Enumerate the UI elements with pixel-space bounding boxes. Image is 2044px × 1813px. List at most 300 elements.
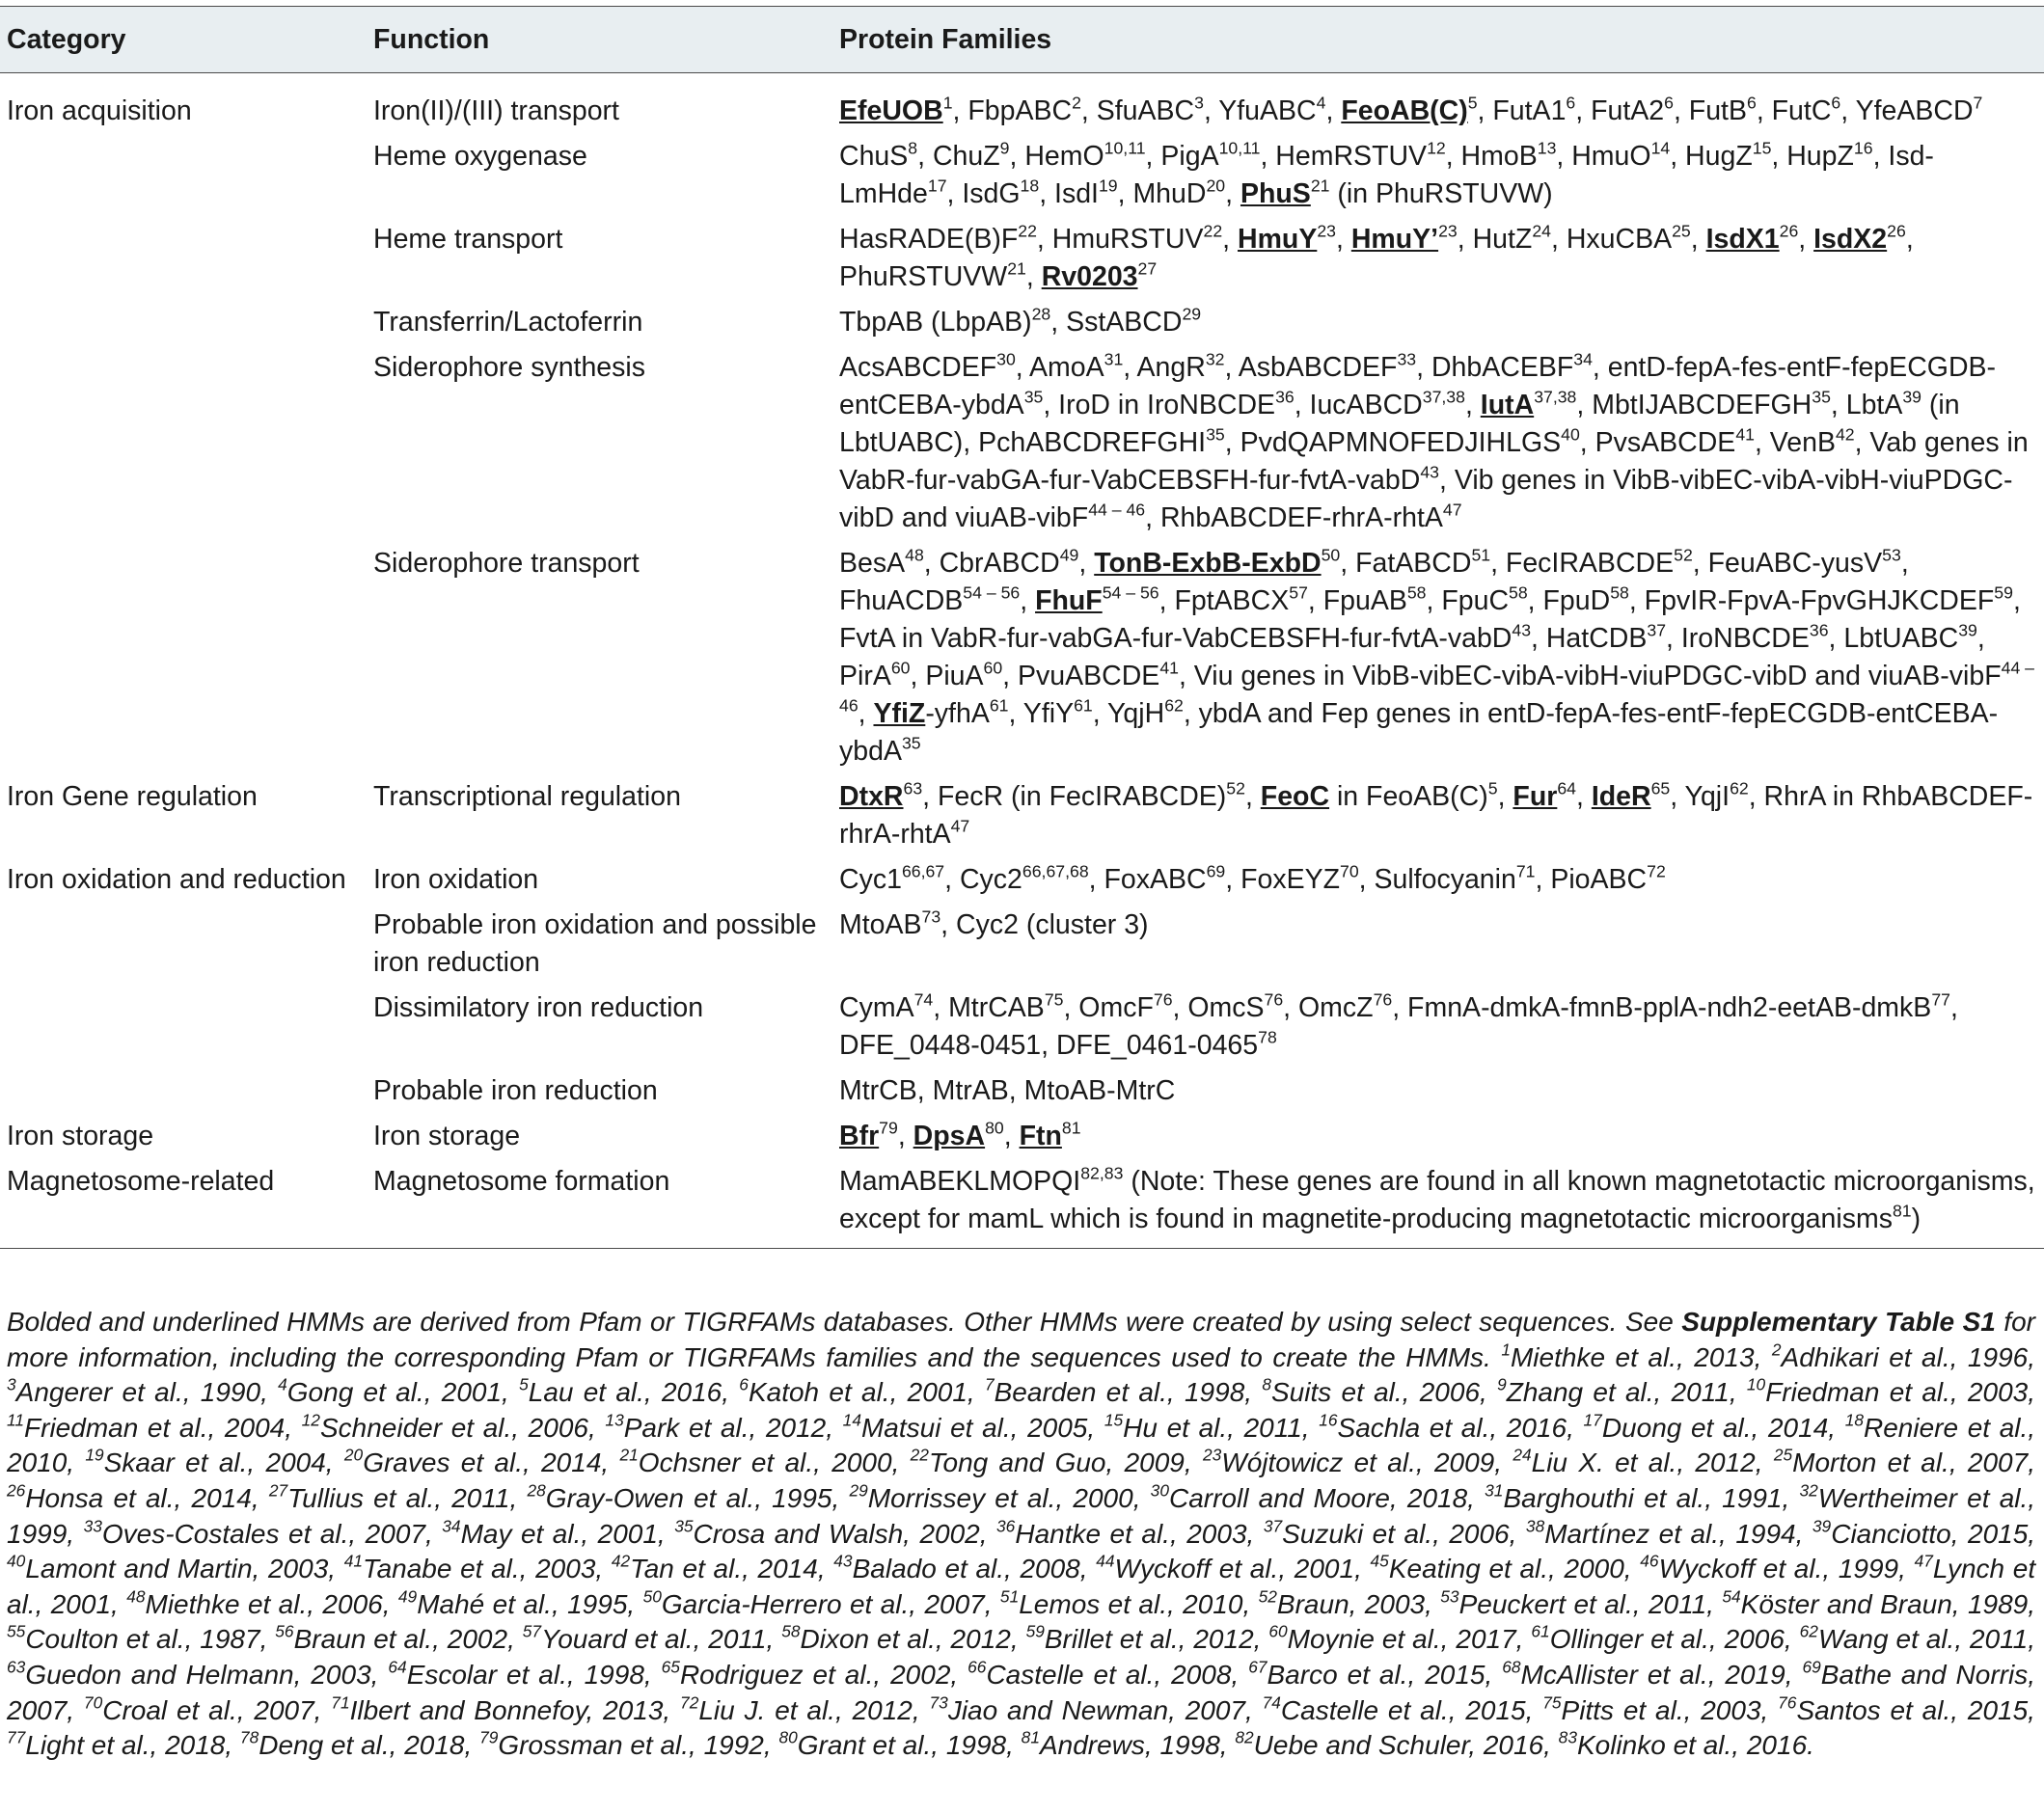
reference-citation[interactable]: Wyckoff et al., 1999 [1658, 1554, 1899, 1584]
reference-number: 14 [842, 1410, 861, 1430]
reference-number: 66 [967, 1657, 987, 1677]
reference-number: 26 [7, 1480, 26, 1501]
footnote-lead: Bolded and underlined HMMs are derived from Pfam or TIGRFAMs databases. Other HMMs were created by using select sequences. See [7, 1307, 1682, 1337]
reference-superscript[interactable]: 13 [1537, 138, 1557, 158]
pfam-highlight: IsdX2 [1813, 224, 1888, 255]
category-cell [0, 346, 367, 542]
reference-citation[interactable]: Friedman et al., 2003 [1765, 1377, 2029, 1408]
reference-superscript[interactable]: 10,11 [1218, 138, 1261, 158]
reference-superscript[interactable]: 62 [1164, 695, 1184, 716]
reference-citation[interactable]: Lau et al., 2016 [528, 1377, 722, 1408]
table-row [0, 775, 2044, 858]
reference-number: 57 [522, 1622, 542, 1642]
reference-superscript[interactable]: 14 [1650, 138, 1671, 158]
reference-citation[interactable]: Ilbert and Bonnefoy, 2013 [349, 1694, 664, 1725]
reference-citation[interactable]: Light et al., 2018 [25, 1730, 226, 1761]
reference-superscript[interactable]: 58 [1509, 582, 1528, 603]
reference-citation[interactable]: Bathe and Norris, 2007 [7, 1659, 2035, 1725]
pfam-highlight: IsdX1 [1705, 224, 1780, 255]
reference-number: 69 [1802, 1657, 1821, 1677]
reference-superscript[interactable]: 23 [1317, 221, 1336, 241]
reference-citation[interactable]: Liu X. et al., 2012 [1531, 1448, 1756, 1478]
pfam-highlight: HmuY’ [1350, 224, 1439, 255]
reference-number: 51 [999, 1586, 1020, 1607]
reference-citation[interactable]: Jiao and Newman, 2007 [947, 1694, 1245, 1725]
reference-citation[interactable]: Rodriguez et al., 2002 [679, 1659, 951, 1690]
reference-superscript[interactable]: 22 [1203, 221, 1223, 241]
reference-citation[interactable]: Tanabe et al., 2003 [363, 1554, 596, 1584]
reference-citation[interactable]: Braun, 2003 [1276, 1588, 1426, 1619]
reference-citation[interactable]: Friedman et al., 2004 [24, 1412, 286, 1443]
reference-citation[interactable]: Castelle et al., 2008 [986, 1659, 1232, 1690]
reference-citation[interactable]: Wójtowicz et al., 2009 [1221, 1448, 1495, 1478]
reference-number: 2 [1771, 1339, 1782, 1360]
footnote-supplementary-link[interactable]: Supplementary Table S1 [1681, 1307, 1996, 1337]
reference-superscript[interactable]: 15 [1752, 138, 1772, 158]
reference-superscript[interactable]: 81 [1061, 1118, 1081, 1138]
function-cell: Transferrin/Lactoferrin [373, 307, 643, 338]
reference-citation[interactable]: Lamont and Martin, 2003 [25, 1554, 329, 1584]
reference-superscript[interactable]: 26 [1887, 221, 1906, 241]
reference-citation[interactable]: Morrissey et al., 2000 [867, 1482, 1133, 1513]
reference-superscript[interactable]: 57 [1289, 582, 1308, 603]
reference-number: 79 [479, 1727, 499, 1747]
category-cell: Iron storage [7, 1121, 154, 1151]
reference-superscript[interactable]: 35 [1812, 387, 1831, 407]
table-row [0, 135, 2044, 218]
reference-citation[interactable]: Matsui et al., 2005 [860, 1412, 1088, 1443]
reference-number: 22 [910, 1446, 929, 1466]
reference-citation[interactable]: Kolinko et al., 2016 [1576, 1730, 1808, 1761]
reference-number: 1 [1501, 1339, 1511, 1360]
table-row [0, 1115, 2044, 1160]
reference-superscript[interactable]: 36 [1809, 620, 1829, 640]
reference-number: 31 [1485, 1480, 1504, 1501]
reference-superscript[interactable]: 54 – 56 [963, 582, 1021, 603]
protein-families-cell: $HasRADE(B)F^{22}$, HmuRSTUV$^{22}$, HmuY$^{23}$, HmuY’$^{23}$, HutZ$^{24}$, HxuCBA$^{25}$, $IsdX1^{26}$, $IsdX2^{26}$, PhuRSTUVW$^{21}$, Rv0203$^{27}$ [839, 221, 1914, 292]
reference-number: 29 [849, 1480, 868, 1501]
reference-superscript[interactable]: 76 [1264, 989, 1284, 1010]
reference-number: 56 [275, 1622, 294, 1642]
category-cell: Iron oxidation and reduction [7, 864, 346, 895]
pfam-highlight: DtxR [839, 781, 904, 812]
reference-superscript[interactable]: 41 [1159, 658, 1179, 678]
reference-superscript[interactable]: 37 [1647, 620, 1667, 640]
reference-superscript[interactable]: 35 [901, 733, 921, 753]
reference-superscript[interactable]: 37,38 [1534, 387, 1577, 407]
reference-number: 4 [278, 1374, 287, 1394]
reference-superscript[interactable]: 8 [908, 138, 918, 158]
reference-superscript[interactable]: 6 [1746, 93, 1757, 113]
reference-superscript[interactable]: 59 [1994, 582, 2013, 603]
reference-citation[interactable]: Crosa and Walsh, 2002 [693, 1518, 980, 1549]
reference-superscript[interactable]: 26 [1779, 221, 1799, 241]
reference-number: 35 [674, 1516, 694, 1536]
header-function: Function [367, 7, 832, 73]
reference-superscript[interactable]: 4 [1316, 93, 1326, 113]
function-cell: Probable iron reduction [373, 1075, 658, 1106]
reference-citation[interactable]: May et al., 2001 [460, 1518, 658, 1549]
reference-superscript[interactable]: 5 [1467, 93, 1478, 113]
reference-superscript[interactable]: 29 [1182, 304, 1202, 324]
reference-number: 16 [1319, 1410, 1338, 1430]
reference-superscript[interactable]: 58 [1610, 582, 1629, 603]
reference-citation[interactable]: Wang et al., 2011 [1817, 1624, 2029, 1655]
reference-superscript[interactable]: 39 [1902, 387, 1921, 407]
reference-superscript[interactable]: 2 [1072, 93, 1081, 113]
reference-superscript[interactable]: 5 [1487, 778, 1498, 798]
reference-superscript[interactable]: 25 [1672, 221, 1691, 241]
reference-citation[interactable]: Andrews, 1998 [1039, 1730, 1220, 1761]
reference-number: 25 [1773, 1446, 1793, 1466]
reference-number: 23 [1202, 1446, 1222, 1466]
reference-superscript[interactable]: 10,11 [1104, 138, 1146, 158]
reference-number: 37 [1263, 1516, 1283, 1536]
reference-superscript[interactable]: 32 [1205, 349, 1225, 369]
reference-superscript[interactable]: 77 [1931, 989, 1950, 1010]
table-row [0, 987, 2044, 1069]
reference-superscript[interactable]: 82,83 [1080, 1163, 1124, 1183]
reference-superscript[interactable]: 58 [1406, 582, 1427, 603]
reference-superscript[interactable]: 35 [1206, 424, 1225, 445]
function-cell: Iron(II)/(III) transport [373, 95, 619, 126]
reference-citation[interactable]: Mahé et al., 1995 [417, 1588, 628, 1619]
pfam-highlight: DpsA [913, 1121, 986, 1151]
reference-superscript[interactable]: 75 [1044, 989, 1064, 1010]
reference-number: 13 [605, 1410, 624, 1430]
category-cell [0, 987, 367, 1069]
reference-number: 6 [739, 1374, 749, 1394]
reference-superscript[interactable]: 72 [1647, 861, 1666, 881]
reference-citation[interactable]: Lynch et al., 2001 [7, 1554, 2036, 1619]
reference-number: 38 [1525, 1516, 1545, 1536]
reference-citation[interactable]: Balado et al., 2008 [852, 1554, 1080, 1584]
category-cell [0, 1069, 367, 1115]
reference-superscript[interactable]: 43 [1420, 462, 1439, 482]
reference-citation[interactable]: Barghouthi et al., 1991 [1503, 1482, 1783, 1513]
reference-superscript[interactable]: 70 [1340, 861, 1359, 881]
reference-citation[interactable]: Uebe and Schuler, 2016 [1253, 1730, 1544, 1761]
reference-superscript[interactable]: 81 [1892, 1201, 1912, 1221]
protein-families-cell: MtrCB, MtrAB, MtoAB-MtrC [839, 1075, 1176, 1106]
reference-superscript[interactable]: 24 [1532, 221, 1551, 241]
table-body [0, 73, 2044, 1249]
reference-number: 59 [1025, 1622, 1045, 1642]
reference-superscript[interactable]: 69 [1206, 861, 1226, 881]
reference-citation[interactable]: Keating et al., 2000 [1388, 1554, 1624, 1584]
reference-citation[interactable]: Escolar et al., 1998 [406, 1659, 644, 1690]
pfam-highlight: HmuY [1238, 224, 1318, 255]
reference-superscript[interactable]: 61 [989, 695, 1009, 716]
reference-superscript[interactable]: 3 [1194, 93, 1204, 113]
reference-superscript[interactable]: 65 [1650, 778, 1671, 798]
reference-superscript[interactable]: 22 [1018, 221, 1037, 241]
table-row [0, 1160, 2044, 1249]
reference-citation[interactable]: Brillet et al., 2012 [1044, 1624, 1254, 1655]
reference-citation[interactable]: Castelle et al., 2015 [1280, 1694, 1526, 1725]
reference-superscript[interactable]: 42 [1835, 424, 1855, 445]
reference-citation[interactable]: Croal et al., 2007 [102, 1694, 314, 1725]
reference-citation[interactable]: Guedon and Helmann, 2003 [25, 1659, 371, 1690]
reference-number: 47 [1914, 1551, 1933, 1571]
reference-citation[interactable]: Garcia-Herrero et al., 2007 [661, 1588, 985, 1619]
reference-superscript[interactable]: 37,38 [1422, 387, 1465, 407]
function-cell: Transcriptional regulation [373, 781, 681, 812]
reference-citation[interactable]: Peuckert et al., 2011 [1458, 1588, 1707, 1619]
reference-number: 43 [833, 1551, 853, 1571]
reference-number: 27 [268, 1480, 288, 1501]
function-cell: Heme transport [373, 224, 563, 255]
pfam-highlight: YfiZ [873, 698, 926, 729]
footnote-after: for more information, including the corresponding Pfam or TIGRFAMs families and the sequences used to create the HMMs. [7, 1307, 2035, 1372]
reference-number: 7 [984, 1374, 995, 1394]
reference-superscript[interactable]: 33 [1397, 349, 1417, 369]
reference-superscript[interactable]: 51 [1471, 545, 1491, 565]
reference-superscript[interactable]: 80 [985, 1118, 1004, 1138]
reference-superscript[interactable]: 23 [1438, 221, 1458, 241]
pfam-highlight: EfeUOB [839, 95, 943, 126]
protein-families-cell: AcsABCDEF$^{30}$, AmoA$^{31}$, AngR$^{32}$, AsbABCDEF$^{33}$, DhbACEBF$^{34}$, entD-fepA-fes-entF-fepECGDB-entCEBA-ybdA$^{35}$, IroD in IroNBCDE$^{36}$, IucABCD$^{37,38}$, IutA$^{37,38}$, MbtIJABCDEFGH$^{35}$, LbtA$^{39}$ (in LbtUABC), PchABCDREFGHI$^{35}$, PvdQAPMNOFEDJIHLGS$^{40}$, PvsABCDE$^{41}$, VenB$^{42}$, Vab genes in VabR-fur-vabGA-fur-VabCEBSFH-fur-fvtA-vabD$^{43}$, Vib genes in VibB-vibEC-vibA-vibH-viuPDGC-vibD and viuAB-vibF$^{44 - 46}$, RhbABCDEF-rhrA-rhtA$^{47}$ [839, 349, 2029, 533]
reference-citation[interactable]: Schneider et al., 2006 [319, 1412, 588, 1443]
table-row [0, 542, 2044, 775]
reference-superscript[interactable]: 52 [1674, 545, 1693, 565]
reference-superscript[interactable]: 50 [1321, 545, 1341, 565]
reference-superscript[interactable]: 44 – 46 [1088, 500, 1146, 520]
reference-number: 72 [680, 1692, 699, 1713]
reference-citation[interactable]: Braun et al., 2002 [293, 1624, 508, 1655]
reference-superscript[interactable]: 21 [1007, 258, 1026, 279]
reference-citation[interactable]: Katoh et al., 2001 [748, 1377, 967, 1408]
reference-citation[interactable]: Adhikari et al., 1996 [1781, 1341, 2029, 1372]
reference-citation[interactable]: Köster and Braun, 1989 [1740, 1588, 2029, 1619]
reference-citation[interactable]: Gray-Owen et al., 1995 [545, 1482, 832, 1513]
reference-number: 10 [1746, 1374, 1766, 1394]
reference-number: 19 [85, 1446, 104, 1466]
reference-citation[interactable]: Angerer et al., 1990 [15, 1377, 261, 1408]
reference-citation[interactable]: Wyckoff et al., 2001 [1114, 1554, 1355, 1584]
reference-superscript[interactable]: 1 [942, 93, 953, 113]
reference-citation[interactable]: Lemos et al., 2010 [1019, 1588, 1243, 1619]
reference-superscript[interactable]: 12 [1427, 138, 1446, 158]
reference-citation[interactable]: Suzuki et al., 2006 [1282, 1518, 1510, 1549]
reference-number: 11 [7, 1410, 25, 1430]
reference-superscript[interactable]: 17 [927, 176, 947, 196]
reference-superscript[interactable]: 54 – 56 [1102, 582, 1159, 603]
reference-citation[interactable]: Pitts et al., 2003 [1561, 1694, 1761, 1725]
reference-number: 12 [301, 1410, 320, 1430]
reference-citation[interactable]: Barco et al., 2015 [1267, 1659, 1485, 1690]
reference-citation[interactable]: Moynie et al., 2017 [1287, 1624, 1516, 1655]
pfam-highlight: FeoAB(C) [1341, 95, 1468, 126]
reference-citation[interactable]: Bearden et al., 1998 [994, 1377, 1245, 1408]
reference-citation[interactable]: Carroll and Moore, 2018 [1168, 1482, 1468, 1513]
reference-citation[interactable]: Zhang et al., 2011 [1506, 1377, 1730, 1408]
table-row [0, 1069, 2044, 1115]
pfam-highlight: TonB-ExbB-ExbD [1094, 548, 1322, 579]
reference-superscript[interactable]: 20 [1206, 176, 1226, 196]
reference-number: 64 [388, 1657, 407, 1677]
reference-citation[interactable]: Skaar et al., 2004 [103, 1448, 326, 1478]
reference-number: 34 [442, 1516, 461, 1536]
category-cell [0, 218, 367, 301]
reference-citation[interactable]: Youard et al., 2011 [541, 1624, 767, 1655]
reference-number: 61 [1531, 1622, 1550, 1642]
reference-superscript[interactable]: 63 [903, 778, 923, 798]
table-header [0, 7, 2044, 73]
reference-citation[interactable]: Honsa et al., 2014 [25, 1482, 252, 1513]
reference-number: 54 [1722, 1586, 1741, 1607]
protein-families-table [0, 6, 2044, 1249]
reference-superscript[interactable]: 43 [1512, 620, 1532, 640]
reference-citation[interactable]: Coulton et al., 1987 [25, 1624, 260, 1655]
reference-superscript[interactable]: 7 [1973, 93, 1983, 113]
reference-citation[interactable]: Wertheimer et al., 1999 [7, 1482, 2036, 1549]
reference-number: 76 [1778, 1692, 1797, 1713]
reference-superscript[interactable]: 79 [879, 1118, 898, 1138]
reference-number: 9 [1497, 1374, 1507, 1394]
reference-number: 63 [7, 1657, 26, 1677]
reference-number: 73 [929, 1692, 948, 1713]
reference-citation[interactable]: Ochsner et al., 2000 [638, 1448, 892, 1478]
table-row [0, 73, 2044, 136]
reference-number: 58 [781, 1622, 801, 1642]
table-row [0, 858, 2044, 904]
reference-superscript[interactable]: 27 [1137, 258, 1158, 279]
table-footnote [7, 1305, 2035, 1764]
reference-citation[interactable]: Gong et al., 2001 [286, 1377, 503, 1408]
reference-citation[interactable]: Tong and Guo, 2009 [928, 1448, 1185, 1478]
reference-superscript[interactable]: 16 [1853, 138, 1873, 158]
reference-citation[interactable]: Grant et al., 1998 [797, 1730, 1007, 1761]
reference-number: 80 [778, 1727, 798, 1747]
reference-superscript[interactable]: 47 [1442, 500, 1462, 520]
reference-superscript[interactable]: 64 [1557, 778, 1576, 798]
reference-number: 8 [1262, 1374, 1271, 1394]
reference-number: 77 [7, 1727, 26, 1747]
reference-number: 18 [1844, 1410, 1865, 1430]
reference-superscript[interactable]: 6 [1664, 93, 1674, 113]
reference-superscript[interactable]: 60 [983, 658, 1003, 678]
category-cell: Magnetosome-related [0, 1160, 367, 1249]
reference-superscript[interactable]: 53 [1882, 545, 1901, 565]
reference-superscript[interactable]: 73 [921, 906, 941, 927]
reference-superscript[interactable]: 71 [1515, 861, 1536, 881]
reference-citation[interactable]: Graves et al., 2014 [363, 1448, 602, 1478]
reference-superscript[interactable]: 44 – 46 [839, 658, 2035, 716]
reference-superscript[interactable]: 47 [950, 816, 970, 836]
reference-citation[interactable]: Hantke et al., 2003 [1015, 1518, 1247, 1549]
pfam-highlight: PhuS [1240, 178, 1311, 209]
protein-families-cell: BesA$^{48}$, CbrABCD$^{49}$, TonB-ExbB-ExbD$^{50}$, FatABCD$^{51}$, FecIRABCDE$^{52}$, FeuABC-yusV$^{53}$, FhuACDB$^{54 - 56}$, FhuF$^{54 - 56}$, FptABCX$^{57}$, FpuAB$^{58}$, FpuC$^{58}$, FpuD$^{58}$, FpvIR-FpvA-FpvGHJKCDEF$^{59}$, FvtA in VabR-fur-vabGA-fur-VabCEBSFH-fur-fvtA-vabD$^{43}$, HatCDB$^{37}$, IroNBCDE$^{36}$, LbtUABC$^{39}$, PirA$^{60}$, PiuA$^{60}$, PvuABCDE$^{41}$, Viu genes in VibB-vibEC-vibA-vibH-viuPDGC-vibD and viuAB-vibF$^{44 - 46}$, YfiZ-yfhA$^{61}$, YfiY$^{61}$, YqjH$^{62}$, ybdA and Fep genes in entD-fepA-fes-entF-fepECGDB-entCEBA-ybdA$^{35}$ [839, 545, 2035, 767]
reference-citation[interactable]: Reniere et al., 2010 [7, 1412, 2036, 1478]
reference-number: 41 [343, 1551, 364, 1571]
reference-number: 62 [1799, 1622, 1818, 1642]
reference-superscript[interactable]: 78 [1258, 1027, 1277, 1047]
reference-superscript[interactable]: 48 [905, 545, 924, 565]
reference-superscript[interactable]: 34 [1573, 349, 1593, 369]
reference-superscript[interactable]: 18 [1020, 176, 1040, 196]
reference-number: 78 [239, 1727, 259, 1747]
reference-citation[interactable]: Tullius et al., 2011 [287, 1482, 510, 1513]
reference-superscript[interactable]: 9 [999, 138, 1010, 158]
pfam-highlight: IdeR [1591, 781, 1651, 812]
reference-citation[interactable]: Liu J. et al., 2012 [698, 1694, 913, 1725]
reference-citation[interactable]: Suits et al., 2006 [1270, 1377, 1481, 1408]
header-protein-families: Protein Families [832, 7, 2044, 73]
reference-citation[interactable]: Cianciotto, 2015 [1831, 1518, 2029, 1549]
reference-superscript[interactable]: 40 [1561, 424, 1580, 445]
reference-citation[interactable]: McAllister et al., 2019 [1520, 1659, 1785, 1690]
category-cell [0, 542, 367, 775]
reference-citation[interactable]: Miethke et al., 2006 [145, 1588, 383, 1619]
reference-superscript[interactable]: 36 [1275, 387, 1295, 407]
reference-number: 49 [397, 1586, 418, 1607]
reference-citation[interactable]: Martínez et al., 1994 [1544, 1518, 1796, 1549]
reference-number: 28 [527, 1480, 546, 1501]
reference-citation[interactable]: Park et al., 2012 [623, 1412, 827, 1443]
reference-citation[interactable]: Sachla et al., 2016 [1337, 1412, 1567, 1443]
function-cell: Siderophore transport [373, 548, 640, 579]
reference-superscript[interactable]: 61 [1074, 695, 1093, 716]
protein-families-cell: ChuS$^8$, ChuZ$^9$, HemO$^{10,11}$, PigA$^{10,11}$, HemRSTUV$^{12}$, HmoB$^{13}$, HmuO$^{14}$, HugZ$^{15}$, HupZ$^{16}$, Isd-LmHde$^{17}$, IsdG$^{18}$, IsdI$^{19}$, MhuD$^{20}$, PhuS$^{21}$ (in PhuRSTUVW) [839, 138, 1934, 209]
reference-citation[interactable]: Morton et al., 2007 [1792, 1448, 2029, 1478]
reference-superscript[interactable]: 60 [890, 658, 911, 678]
protein-families-cell: MamABEKLMOPQI$^{82,83}$ (Note: These genes are found in all known magnetotactic microorganisms, except for mamL which is found in magnetite-producing magnetotactic microorganisms$^{81}$) [832, 1160, 2044, 1249]
reference-superscript[interactable]: 39 [1958, 620, 1977, 640]
function-cell: Magnetosome formation [367, 1160, 832, 1249]
protein-families-cell: CymA$^{74}$, MtrCAB$^{75}$, OmcF$^{76}$, OmcS$^{76}$, OmcZ$^{76}$, FmnA-dmkA-fmnB-pplA-ndh2-eetAB-dmkB$^{77}$, DFE_0448-0451, DFE_0461-0465$^{78}$ [839, 989, 1958, 1061]
header-category: Category [0, 7, 367, 73]
reference-citation[interactable]: Santos et al., 2015 [1796, 1694, 2029, 1725]
function-cell: Dissimilatory iron reduction [373, 992, 704, 1023]
reference-superscript[interactable]: 6 [1566, 93, 1576, 113]
reference-superscript[interactable]: 6 [1831, 93, 1841, 113]
function-cell: Probable iron oxidation and possible iron reduction [373, 909, 817, 978]
reference-superscript[interactable]: 41 [1735, 424, 1755, 445]
reference-superscript[interactable]: 19 [1098, 176, 1118, 196]
reference-citation[interactable]: Deng et al., 2018 [259, 1730, 465, 1761]
function-cell: Siderophore synthesis [373, 352, 645, 383]
reference-superscript[interactable]: 74 [913, 989, 934, 1010]
reference-citation[interactable]: Miethke et al., 2013 [1510, 1341, 1755, 1372]
reference-citation[interactable]: Dixon et al., 2012 [800, 1624, 1011, 1655]
reference-superscript[interactable]: 66,67,68 [1022, 861, 1089, 881]
reference-superscript[interactable]: 76 [1373, 989, 1393, 1010]
reference-superscript[interactable]: 30 [996, 349, 1016, 369]
reference-citation[interactable]: Oves-Costales et al., 2007 [101, 1518, 425, 1549]
reference-superscript[interactable]: 35 [1023, 387, 1044, 407]
function-cell: Heme oxygenase [373, 141, 587, 172]
reference-superscript[interactable]: 28 [1031, 304, 1051, 324]
protein-families-cell: EfeUOB$^1$, FbpABC$^2$, SfuABC$^3$, YfuABC$^4$, $FeoAB(C)^5$, $FutA1^6$, $FutA2^6$, FutB$^6$, FutC$^6$, YfeABCD$^7$ [839, 93, 1983, 126]
category-cell [0, 135, 367, 218]
reference-superscript[interactable]: 49 [1059, 545, 1079, 565]
table-row [0, 904, 2044, 987]
reference-citation[interactable]: Grossman et al., 1992 [498, 1730, 764, 1761]
reference-citation[interactable]: Duong et al., 2014 [1601, 1412, 1829, 1443]
reference-superscript[interactable]: 31 [1104, 349, 1124, 369]
reference-superscript[interactable]: 21 [1310, 176, 1330, 196]
reference-superscript[interactable]: 52 [1226, 778, 1245, 798]
reference-citation[interactable]: Ollinger et al., 2006 [1549, 1624, 1785, 1655]
header-row [0, 7, 2044, 73]
reference-citation[interactable]: Tan et al., 2014 [630, 1554, 818, 1584]
reference-superscript[interactable]: 66,67 [901, 861, 945, 881]
reference-citation[interactable]: Hu et al., 2011 [1123, 1412, 1302, 1443]
reference-superscript[interactable]: 76 [1153, 989, 1173, 1010]
reference-number: 70 [83, 1692, 103, 1713]
reference-superscript[interactable]: 62 [1730, 778, 1749, 798]
